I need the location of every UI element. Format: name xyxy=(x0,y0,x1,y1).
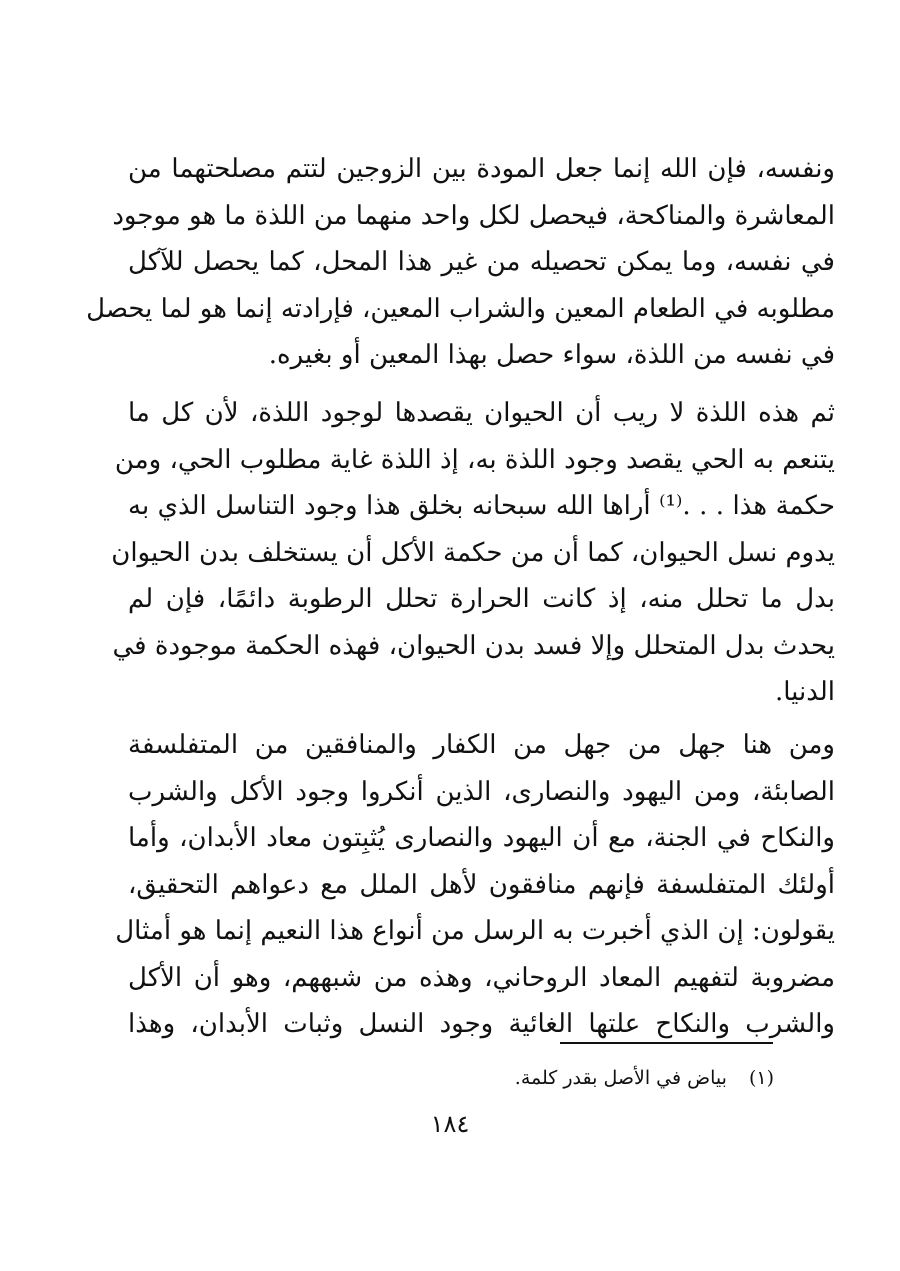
footnote xyxy=(134,1063,774,1093)
text-line: الصابئة، ومن اليهود والنصارى، الذين أنكروا وجود الأكل والشرب xyxy=(128,776,835,807)
text-line: المعاشرة والمناكحة، فيحصل لكل واحد منهما من اللذة ما هو موجود xyxy=(112,200,835,231)
text-line: في نفسه من اللذة، سواء حصل بهذا المعين أو بغيره. xyxy=(268,340,835,370)
text-line: مطلوبه في الطعام المعين والشراب المعين، فإرادته إنما هو لما يحصل xyxy=(86,293,835,324)
text-line: الدنيا. xyxy=(774,677,835,707)
footnote-divider xyxy=(560,1042,773,1044)
text-line: يحدث بدل المتحلل وإلا فسد بدن الحيوان، فهذه الحكمة موجودة في xyxy=(112,630,835,661)
paragraph-2 xyxy=(111,390,835,716)
text-line: حكمة هذا . . .⁽¹⁾ أراها الله سبحانه بخلق هذا وجود التناسل الذي به xyxy=(128,491,835,521)
text-line: ثم هذه اللذة لا ريب أن الحيوان يقصدها لوجود اللذة، لأن كل ما xyxy=(128,398,835,428)
text-line: والشرب والنكاح علتها الغائية وجود النسل وثبات الأبدان، وهذا xyxy=(128,1009,835,1039)
paragraph-3 xyxy=(115,722,835,1048)
footnote-marker: (١) xyxy=(748,1067,774,1089)
text-line: أولئك المتفلسفة فإنهم منافقون لأهل الملل مع دعواهم التحقيق، xyxy=(128,869,835,900)
paragraph-1 xyxy=(86,146,835,379)
text-line: والنكاح في الجنة، مع أن اليهود والنصارى يُثبِتون معاد الأبدان، وأما xyxy=(128,823,835,853)
text-line: يتنعم به الحي يقصد وجود اللذة به، إذ اللذة غاية مطلوب الحي، ومن xyxy=(114,444,835,475)
text-line: يدوم نسل الحيوان، كما أن من حكمة الأكل أن يستخلف بدن الحيوان xyxy=(111,537,835,568)
text-line: ونفسه، فإن الله إنما جعل المودة بين الزوجين لتتم مصلحتهما من xyxy=(128,154,835,184)
text-line: بدل ما تحلل منه، إذ كانت الحرارة تحلل الرطوبة دائمًا، فإن لم xyxy=(128,584,835,614)
text-line: مضروبة لتفهيم المعاد الروحاني، وهذه من شبههم، وهو أن الأكل xyxy=(128,962,835,993)
text-line: في نفسه، وما يمكن تحصيله من غير هذا المحل، كما يحصل للآكل xyxy=(128,247,835,277)
text-line: يقولون: إن الذي أخبرت به الرسل من أنواع هذا النعيم إنما هو أمثال xyxy=(115,916,835,946)
footnote-text: بياض في الأصل بقدر كلمة. xyxy=(514,1067,727,1089)
text-line: ومن هنا جهل من جهل من الكفار والمنافقين من المتفلسفة xyxy=(128,730,835,760)
page-number: ١٨٤ xyxy=(430,1110,470,1138)
